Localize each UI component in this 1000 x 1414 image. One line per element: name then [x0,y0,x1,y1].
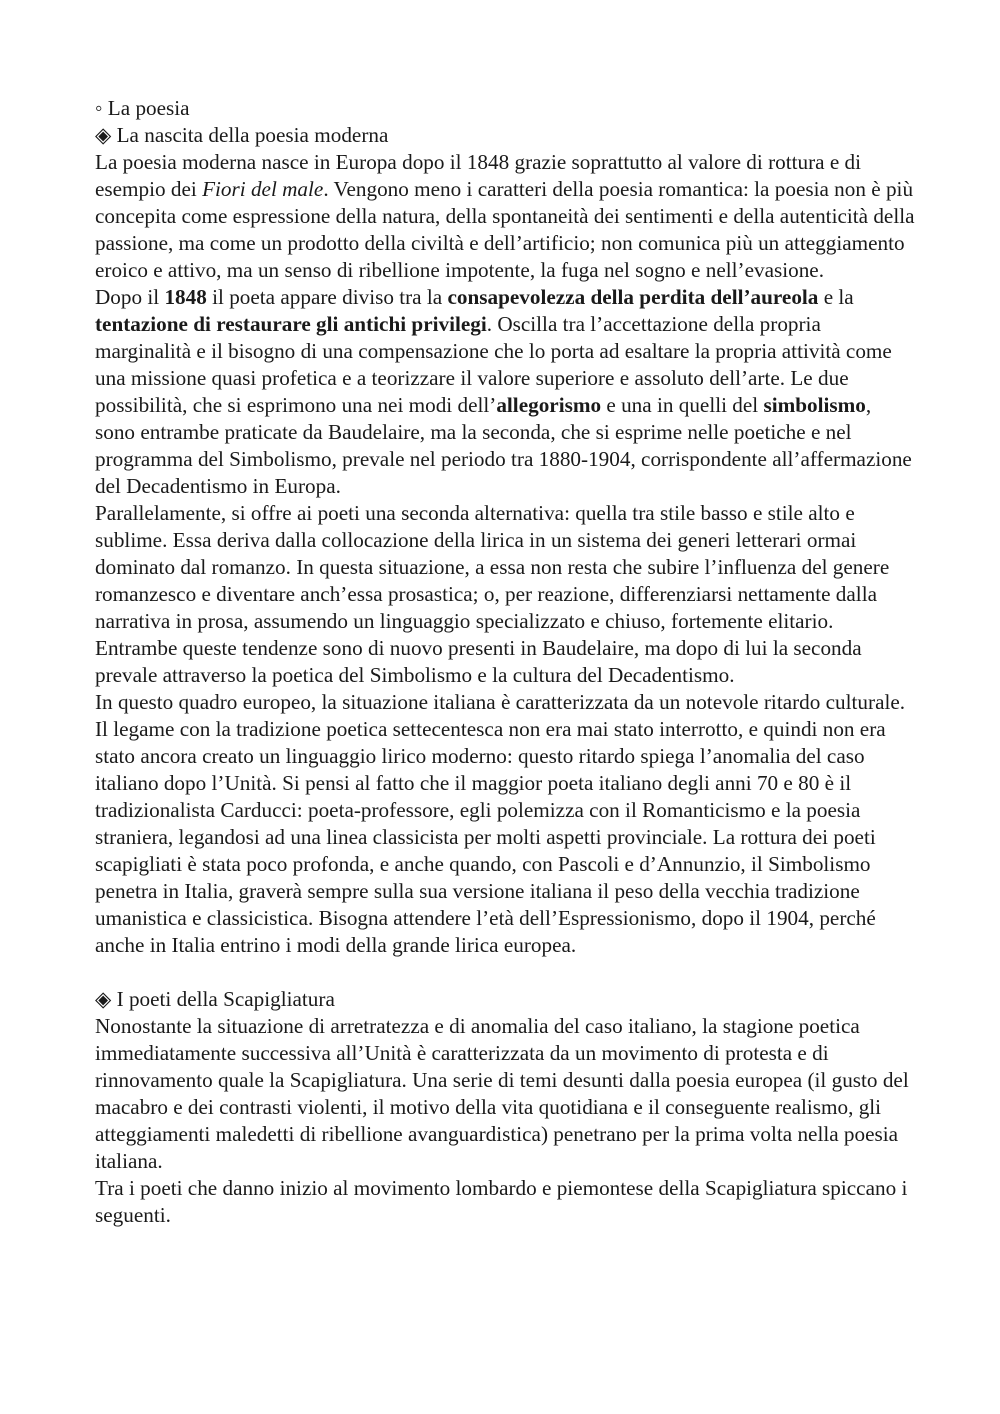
subsection-heading-scapigliatura: ◈ I poeti della Scapigliatura [95,987,335,1011]
paragraph: La poesia moderna nasce in Europa dopo il 1848 grazie soprattutto al valore di rottura e di esempio dei Fiori del male. Vengono meno i caratteri della poesia romantica: la poesia non è più concepita come espressione della natura, della spontaneità dei sentimenti e della autenticità della passione, ma come un prodotto della civiltà e dell’artificio; non comunica più un atteggiamento eroico e attivo, ma un senso di ribellione impotente, la fuga nel sogno e nell’evasione. [95,150,915,282]
paragraph: Parallelamente, si offre ai poeti una seconda alternativa: quella tra stile basso e stile alto e sublime. Essa deriva dalla collocazione della lirica in un sistema dei generi letterari ormai dominato dal romanzo. In questa situazione, a essa non resta che subire l’influenza del genere romanzesco e diventare anch’essa prosastica; o, per reazione, differenziarsi nettamente dalla narrativa in prosa, assumendo un linguaggio specializzato e chiuso, fortemente elitario. Entrambe queste tendenze sono di nuovo presenti in Baudelaire, ma dopo di lui la seconda prevale attraverso la poetica del Simbolismo e la cultura del Decadentismo. [95,501,890,687]
paragraph: Dopo il 1848 il poeta appare diviso tra la consapevolezza della perdita dell’aureola e la tentazione di restaurare gli antichi privilegi. Oscilla tra l’accettazione della propria marginalità e il bisogno di una compensazione che lo porta ad esaltare la propria attività come una missione quasi profetica e a teorizzare il valore superiore e assoluto dell’arte. Le due possibilità, che si esprimono una nei modi dell’allegorismo e una in quelli del simbolismo, sono entrambe praticate da Baudelaire, ma la seconda, che si esprime nelle poetiche e nel programma del Simbolismo, prevale nel periodo tra 1880-1904, corrispondente all’affermazione del Decadentismo in Europa. [95,285,912,498]
subsection-heading-nascita: ◈ La nascita della poesia moderna [95,123,389,147]
paragraph: Tra i poeti che danno inizio al movimento lombardo e piemontese della Scapigliatura spiccano i seguenti. [95,1176,908,1227]
bold-term: tentazione di restaurare gli antichi privilegi [95,312,487,336]
book-title: Fiori del male [202,177,324,201]
bold-term: consapevolezza della perdita dell’aureola [447,285,819,309]
paragraph: In questo quadro europeo, la situazione italiana è caratterizzata da un notevole ritardo culturale. Il legame con la tradizione poetica settecentesca non era mai stato interrotto, e quindi non era stato ancora creato un linguaggio lirico moderno: questo ritardo spiega l’anomalia del caso italiano dopo l’Unità. Si pensi al fatto che il maggior poeta italiano degli anni 70 e 80 è il tradizionalista Carducci: poeta-professore, egli polemizza con il Romanticismo e la poesia straniera, legandosi ad una linea classicista per molti aspetti provinciale. La rottura dei poeti scapigliati è stata poco profonda, e anche quando, con Pascoli e d’Annunzio, il Simbolismo penetra in Italia, graverà sempre sulla sua versione italiana il peso della vecchia tradizione umanistica e classicistica. Bisogna attendere l’età dell’Espressionismo, dopo il 1904, perché anche in Italia entrino i modi della grande lirica europea. [95,690,906,957]
section-heading: ◦ La poesia [95,96,190,120]
bold-term: simbolismo [763,393,866,417]
bold-term: 1848 [164,285,207,309]
document-page [95,95,915,1229]
bold-term: allegorismo [496,393,602,417]
spacer [95,959,915,986]
paragraph: Nonostante la situazione di arretratezza e di anomalia del caso italiano, la stagione poetica immediatamente successiva all’Unità è caratterizzata da un movimento di protesta e di rinnovamento quale la Scapigliatura. Una serie di temi desunti dalla poesia europea (il gusto del macabro e dei contrasti violenti, il motivo della vita quotidiana e il conseguente realismo, gli atteggiamenti maledetti di ribellione avanguardistica) penetrano per la prima volta nella poesia italiana. [95,1014,909,1173]
